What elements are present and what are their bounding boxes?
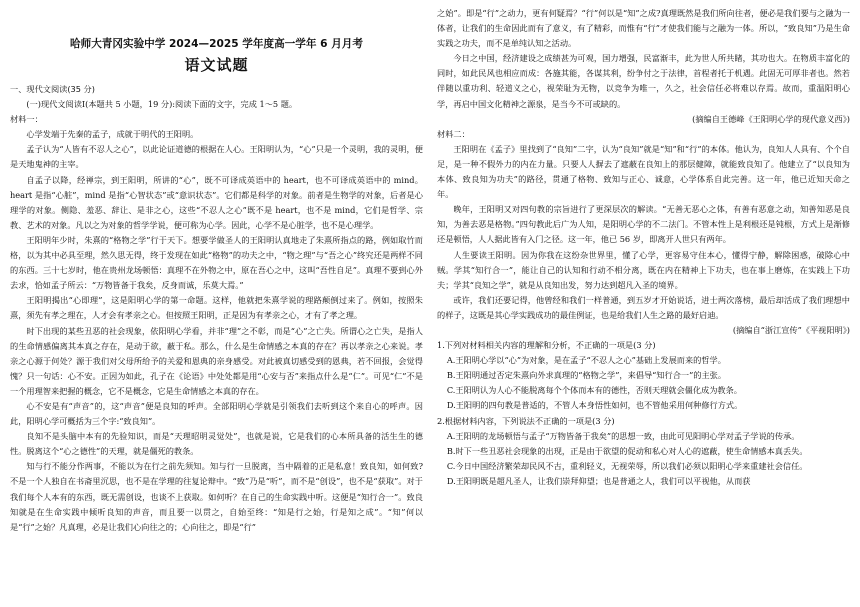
paragraph: 孟子认为“人皆有不忍人之心”，以此论证道德的根据在人心。王阳明认为，“心”只是一个灵明，我的灵明，便是天地鬼神的主宰。 <box>10 144 423 170</box>
paragraph: 人生要读王阳明。因为你我在这纷杂世界里，懂了心学，更容易守住本心，懂得宁静，解除困惑，破除心中贼。学其“知行合一”，能让自己的认知和行动不相分离，既在内在精神上下功夫，也在事上磨炼，在实践上下功夫；学其“良知之学”，就是从良知出发，努力达到超凡入圣的境界。 <box>437 249 850 290</box>
source-attribution: (摘编自“浙江宣传”《平视阳明》) <box>732 324 850 335</box>
right-column <box>437 6 850 607</box>
paragraph: 王阳明在《孟子》里找到了“良知”二字，认为“良知”就是“知”和“行”的本体。他认为，良知人人具有、个个自足，是一种不假外力的内在力量。只要人人摒去了遮蔽在良知上的那层健障，就能致良知了。他建立了“以良知为本体、致良知为功夫”的路径，贯通了格物、致知与正心、诚意，心学体系自此完善。这一年，他已近知天命之年。 <box>437 143 850 200</box>
question-option: B.时下一些丑恶社会现象的出现，正是由于欲望的促动和私心对人心的遮蔽，使生命情感本真丢失。 <box>446 445 808 456</box>
paragraph: 时下出现的某些丑恶的社会现象，依阳明心学看，并非“理”之不彰，而是“心”之亡失。所谓心之亡失，是指人的生命情感偏离其本真之存在，是动于欲，蔽于私。那么，什么是生命情感之本真的存在？再以孝亲之心来说。孝亲之心源于何处？源于我们对父母所给予的关爱和恩典的亲身感受。对此被真切感受到的恩典，若不回报，会觉得愧？只一句话：心不安。正因为如此，孔子在《论语》中处处都是用“心安与否”来指点什么是“仁”。可见“仁”不是一个用理智来把握的概念，它不是概念，它是生命情感之本真的存在。 <box>10 325 423 396</box>
material-label: 材料二： <box>437 128 470 139</box>
paragraph: 自孟子以降，经禅宗，到王阳明，所讲的“心”，既不可译成英语中的 heart，也不可译成英语中的 mind。heart 是指“心脏”，mind 是指“心智状态”或“意识状态”。它们都是科学的对象。前者是生物学的对象，后者是心理学的对象。侧隐、羞恶、辞让、是非之心，这些“不忍人之心”既不是 heart，也不是 mind，它们是哲学、宗教、艺术的对象。凡以之为对象的哲学学说，便可称为心学。因此，心学不是心脏学，也不是心理学。 <box>10 174 423 230</box>
paragraph: 良知不是头脑中本有的先验知识，而是“天理昭明灵觉处”，也就是说，它是我们的心本所具备的活生生的德性。脱离这个“心之德性”的天理，就是僵死的教条。 <box>10 431 423 457</box>
question-option: C.王阳明认为人心不能脱离每个个体而本有的德性，否则天理就会僵化成为教条。 <box>446 385 742 396</box>
subject-title: 语文试题 <box>184 56 249 74</box>
question-option: B.王阳明通过否定朱熹向外求真理的“格物之学”，来倡导“知行合一”的主张。 <box>446 370 727 381</box>
paragraph: 王阳明年少时，朱熹的“格物之学”行于天下。想要学做圣人的王阳明认真地走了朱熹所指点的路，例如取竹而格，以为其中必具至理，然久思无得，终于发现在如此“格物”的功夫之中，“物之理”与“吾之心”终究还是两样不同的东西。三十七岁时，他在贵州龙场顿悟：真理不在外物之中，原在吾心之中，这叫“吾性自足”。真理不要到心外去求，恰如孟子所云：“万物皆备于我矣，反身而诚，乐莫大焉。” <box>10 234 423 291</box>
paragraph: 心学发端于先秦的孟子，成就于明代的王阳明。 <box>26 129 199 140</box>
paragraph: 心不安是有“声音”的，这“声音”便是良知的呼声。全部阳明心学就是引领我们去听到这个来自心的呼声。因此，阳明心学可概括为三个字:“致良知”。 <box>10 400 423 427</box>
section-heading: 一、现代文阅读(35 分) <box>10 84 95 94</box>
subsection-heading: (一)现代文阅读Ⅰ(本题共 5 小题，19 分):阅读下面的文字，完成 1～5 题。 <box>26 99 298 110</box>
paragraph: 王阳明揭出“心即理”，这是阳明心学的第一命题。这样，他就把朱熹学说的理路颠倒过来了。例如，按照朱熹，须先有孝之理在，人才会有孝亲之心。但按照王阳明，正是因为有孝亲之心，才有了孝之理。 <box>10 295 423 321</box>
question-option: D.王阳明的四句教是普适的，不管人本身悟性如何，也不管他采用何种修行方式。 <box>446 400 743 411</box>
question-stem: 1.下列对材料相关内容的理解和分析，不正确的一项是(3 分) <box>437 340 656 351</box>
question-option: C.今日中国经济繁荣却民风不古，重利轻义，无视荣辱，所以我们必须以阳明心学来重建社会信任。 <box>446 460 808 471</box>
paragraph: 知与行不能分作两事，不能以为在行之前先须知。知与行一旦脱离，当中隔着的正是私意！致良知，如何致?不是一个人独自在书斋里沉思，也不是在学理的往复论辩中。“致”乃是“听”，而不是“创设”，也不是“获取”。对于我们每个人本有的东西，既无需创设，也谈不上获取。如何听？在自己的生命实践中听。这便是“知行合一”。致良知就是在生命实践中倾听良知的声音，而且要一以贯之，自始至终：“知是行之始，行是知之成”。“知”何以是“行”之始？凡真理，必是让我们心向往之的；心向往之，即是“行” <box>10 461 423 532</box>
material-label: 材料一： <box>10 114 43 125</box>
question-option: D.王阳明既是超凡圣人，让我们崇拜仰望；也是普通之人，我们可以平视他，从而获 <box>446 475 751 486</box>
source-attribution: (摘编自王德峰《王阳明心学的现代意义西》) <box>692 113 850 124</box>
paragraph: 或许，我们还要记得，他曾经和我们一样普通，到五岁才开始说话，进士两次落榜，最后却活成了我们理想中的样子，这既是其心学实践成功的最佳例证，也是给我们人生之路的最好启迪。 <box>437 294 850 320</box>
question-option: A.王阳明的龙场顿悟与孟子“万物皆备于我矣”的思想一致，由此可见阳明心学对孟子学说的传承。 <box>446 430 800 441</box>
question-stem: 2.根据材料内容，下列说法不正确的一项是(3 分) <box>437 415 615 426</box>
paragraph: 晚年，王阳明又对四句教的宗旨进行了更深层次的解读。“无善无恶心之体，有善有恶意之动，知善知恶是良知，为善去恶是格物。”四句教此后广为人知，是阳明心学的不二法门。不管本性上是利根还是钝根，方式上是渐修还是顿悟，人人据此皆有入门之径。这一年，他已 56 岁，即离开人世只有两年。 <box>437 204 850 245</box>
paragraph: 之始”。即是“行”之动力，更有何疑焉？“行”何以是“知”之成?真理既然是我们所向往者，便必是我们要与之融为一体者，让我们的生命因此而有了意义，有了精彩，而惟有“行”才使我们能与之融为一体。所以，“致良知”乃是生命实践之功夫，而不是单纯认知之活动。 <box>437 8 850 49</box>
left-column <box>10 6 423 607</box>
exam-title: 哈师大青冈实验中学 2024—2025 学年度高一学年 6 月月考 <box>70 38 363 50</box>
paragraph: 今日之中国，经济建设之成绩甚为可观，国力增强，民富渐丰，此为世人所共睹，其功也大。在物质丰富化的同时，如此民风也相应而成：各施其能，各谋其利，纷争付之于法律，首程者托于机遇。此固无可厚非者也。然若伴随以重功利、轻道义之心，视荣耻为无物，以竞争为唯一，久之，社会信任必将难以存焉。故而，重温阳明心学，再启中国文化精神之源泉，是当今不可或缺的。 <box>437 53 850 109</box>
question-option: A.王阳明心学以“心”为对象，是在孟子“不忍人之心”基础上发展而来的哲学。 <box>446 355 726 366</box>
